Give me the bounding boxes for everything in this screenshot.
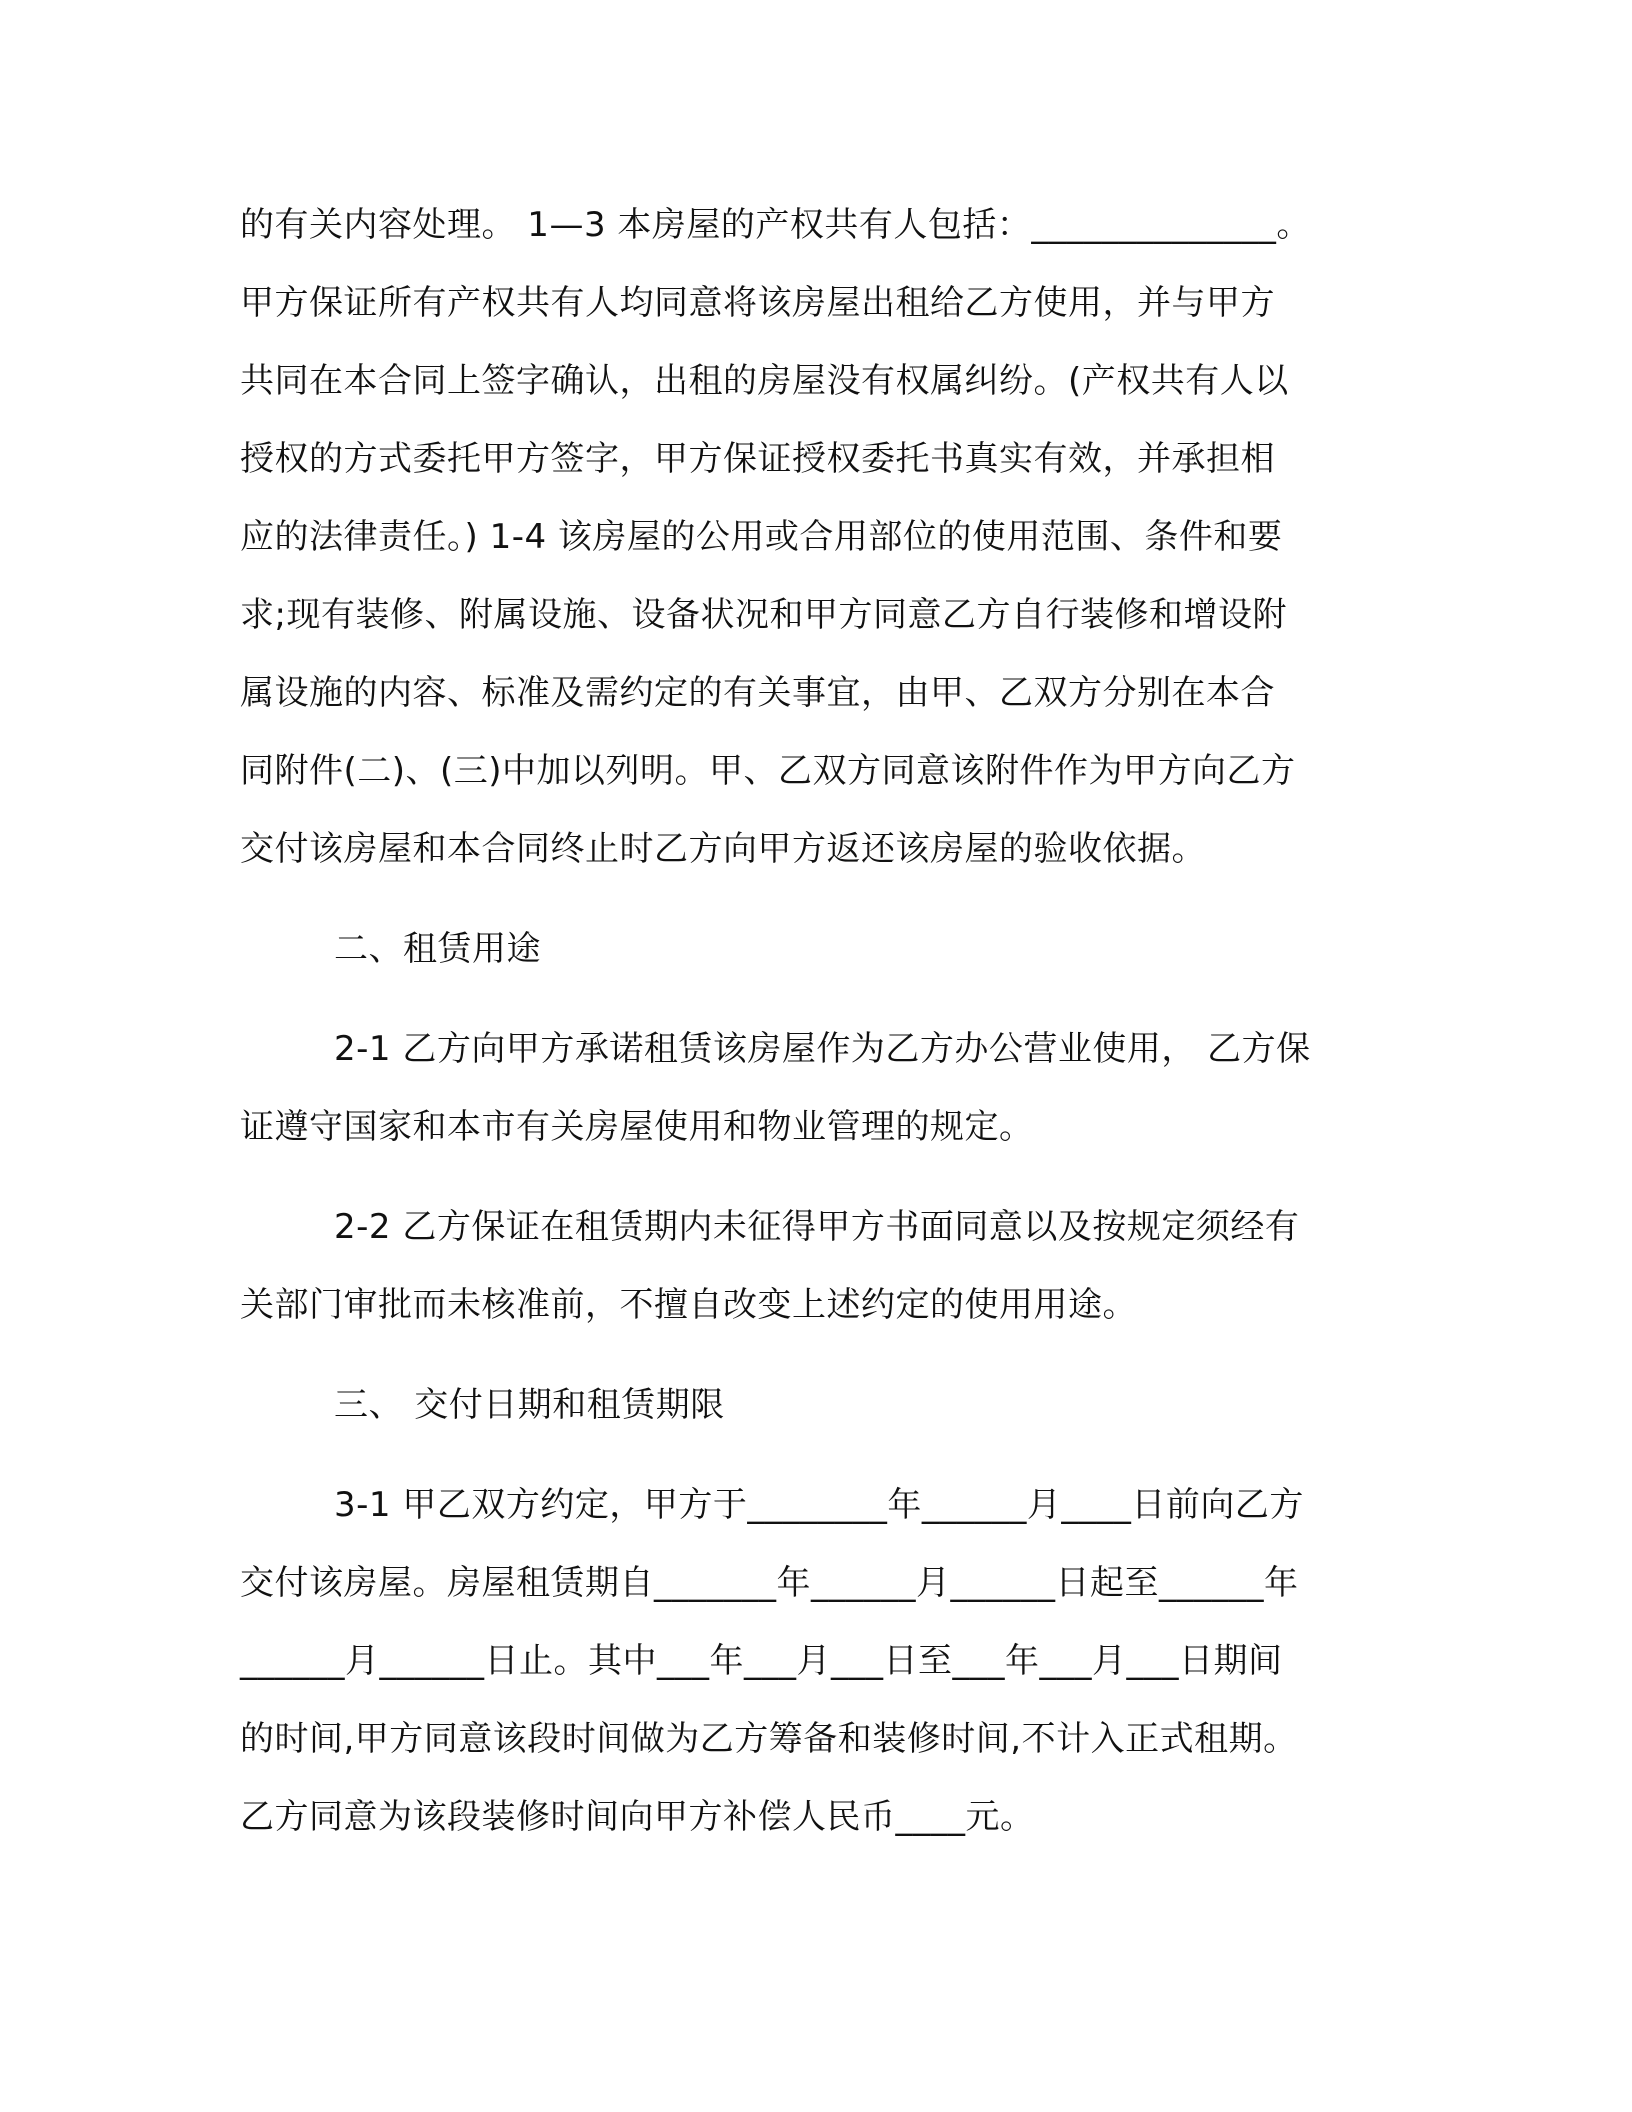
text-line: 甲方保证所有产权共有人均同意将该房屋出租给乙方使用，并与甲方 — [240, 283, 1275, 323]
spacer — [240, 988, 1390, 1010]
spacer — [240, 1344, 1390, 1366]
text-line: 交付该房屋和本合同终止时乙方向甲方返还该房屋的验收依据。 — [240, 829, 1206, 869]
text-line: 的有关内容处理。 1—3 本房屋的产权共有人包括：______________。 — [240, 205, 1311, 245]
text-line: ______月______日止。其中___年___月___日至___年___月___日期间 — [240, 1641, 1283, 1681]
document-body — [240, 186, 1390, 1856]
spacer — [240, 1166, 1390, 1188]
text-line: 应的法律责任。) 1-4 该房屋的公用或合用部位的使用范围、条件和要 — [240, 517, 1283, 557]
paragraph-property-clause — [240, 186, 1390, 888]
text-line: 同附件(二)、(三)中加以列明。甲、乙双方同意该附件作为甲方向乙方 — [240, 751, 1296, 791]
text-line: 2-1 乙方向甲方承诺租赁该房屋作为乙方办公营业使用， 乙方保 — [334, 1029, 1311, 1069]
text-line: 2-2 乙方保证在租赁期内未征得甲方书面同意以及按规定须经有 — [334, 1207, 1300, 1247]
text-line: 乙方同意为该段装修时间向甲方补偿人民币____元。 — [240, 1797, 1035, 1837]
section-heading-delivery-and-term: 三、 交付日期和租赁期限 — [334, 1385, 725, 1425]
clause-2-1 — [240, 1010, 1390, 1166]
text-line: 关部门审批而未核准前，不擅自改变上述约定的使用用途。 — [240, 1285, 1137, 1325]
text-line: 授权的方式委托甲方签字，甲方保证授权委托书真实有效，并承担相 — [240, 439, 1275, 479]
text-line: 3-1 甲乙双方约定，甲方于________年______月____日前向乙方 — [334, 1485, 1304, 1525]
clause-3-1 — [240, 1466, 1390, 1856]
text-line: 的时间,甲方同意该段时间做为乙方筹备和装修时间,不计入正式租期。 — [240, 1719, 1298, 1759]
text-line: 求;现有装修、附属设施、设备状况和甲方同意乙方自行装修和增设附 — [240, 595, 1287, 635]
text-line: 证遵守国家和本市有关房屋使用和物业管理的规定。 — [240, 1107, 1034, 1147]
spacer — [240, 888, 1390, 910]
text-line: 属设施的内容、标准及需约定的有关事宜，由甲、乙双方分别在本合 — [240, 673, 1275, 713]
section-heading-lease-purpose: 二、租赁用途 — [334, 929, 541, 969]
text-line: 共同在本合同上签字确认，出租的房屋没有权属纠纷。(产权共有人以 — [240, 361, 1289, 401]
text-line: 交付该房屋。房屋租赁期自_______年______月______日起至______年 — [240, 1563, 1299, 1603]
clause-2-2 — [240, 1188, 1390, 1344]
spacer — [240, 1444, 1390, 1466]
